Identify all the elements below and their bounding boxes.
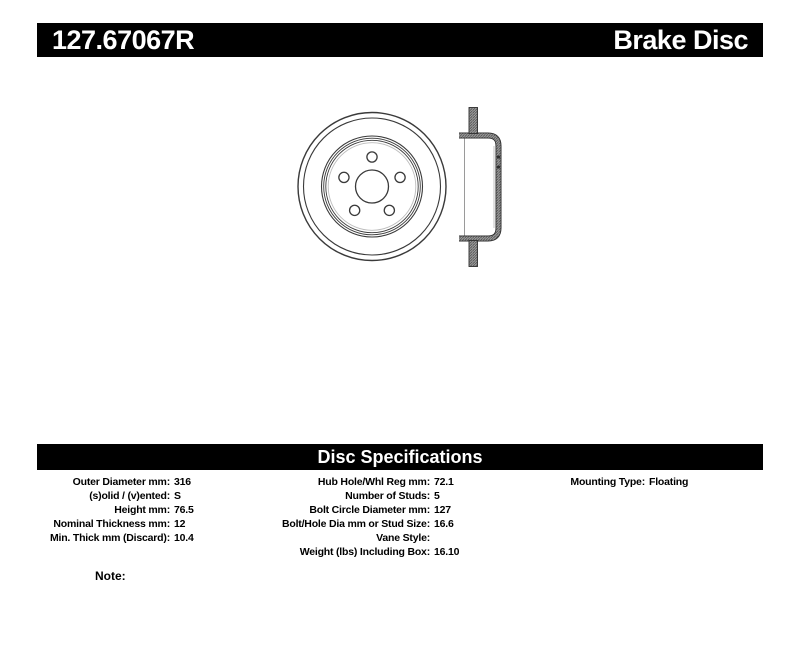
spec-label: Height mm:: [114, 504, 170, 516]
spec-label: Bolt Circle Diameter mm:: [309, 504, 430, 516]
spec-value: 316: [174, 476, 191, 488]
spec-value: 127: [434, 504, 451, 516]
spec-label: Mounting Type:: [570, 476, 645, 488]
spec-label: Bolt/Hole Dia mm or Stud Size:: [281, 518, 430, 530]
spec-label: Vane Style:: [376, 532, 430, 544]
spec-value: 72.1: [434, 476, 454, 488]
brake-disc-front-view: [298, 113, 446, 261]
spec-label: Hub Hole/Whl Reg mm:: [317, 476, 430, 488]
spec-value: 16.10: [434, 546, 460, 558]
spec-value: 10.4: [174, 532, 194, 544]
note-label: Note:: [95, 569, 126, 583]
spec-section-title: Disc Specifications: [37, 444, 763, 470]
spec-row: [37, 475, 763, 489]
hub-hole: [356, 170, 389, 203]
spec-label: Outer Diameter mm:: [72, 476, 170, 488]
spec-value: Floating: [649, 476, 689, 488]
product-type-label: Brake Disc: [613, 24, 748, 55]
spec-column-right: [37, 475, 763, 489]
spec-row: [37, 503, 763, 517]
spec-label: Weight (lbs) Including Box:: [299, 546, 430, 558]
part-number: 127.67067R: [52, 24, 195, 55]
disc-section-top: [469, 108, 478, 134]
spec-label: Number of Studs:: [345, 490, 430, 502]
spec-row: [37, 517, 763, 531]
spec-row: [37, 545, 763, 559]
stud-holes: [339, 152, 405, 216]
brake-disc-cross-section-view: [459, 108, 500, 267]
spec-value: 16.6: [434, 518, 454, 530]
spec-row: [37, 531, 763, 545]
disc-section-bottom: [469, 241, 478, 267]
spec-value: 12: [174, 518, 186, 530]
spec-value: 76.5: [174, 504, 194, 516]
spec-row: [37, 489, 763, 503]
spec-value: 5: [434, 490, 440, 502]
spec-label: Nominal Thickness mm:: [53, 518, 170, 530]
technical-drawing: [280, 90, 540, 280]
spec-label: Min. Thick mm (Discard):: [49, 532, 170, 544]
spec-label: (s)olid / (v)ented:: [89, 490, 170, 502]
header-bar: [37, 23, 763, 57]
spec-value: S: [174, 490, 181, 502]
